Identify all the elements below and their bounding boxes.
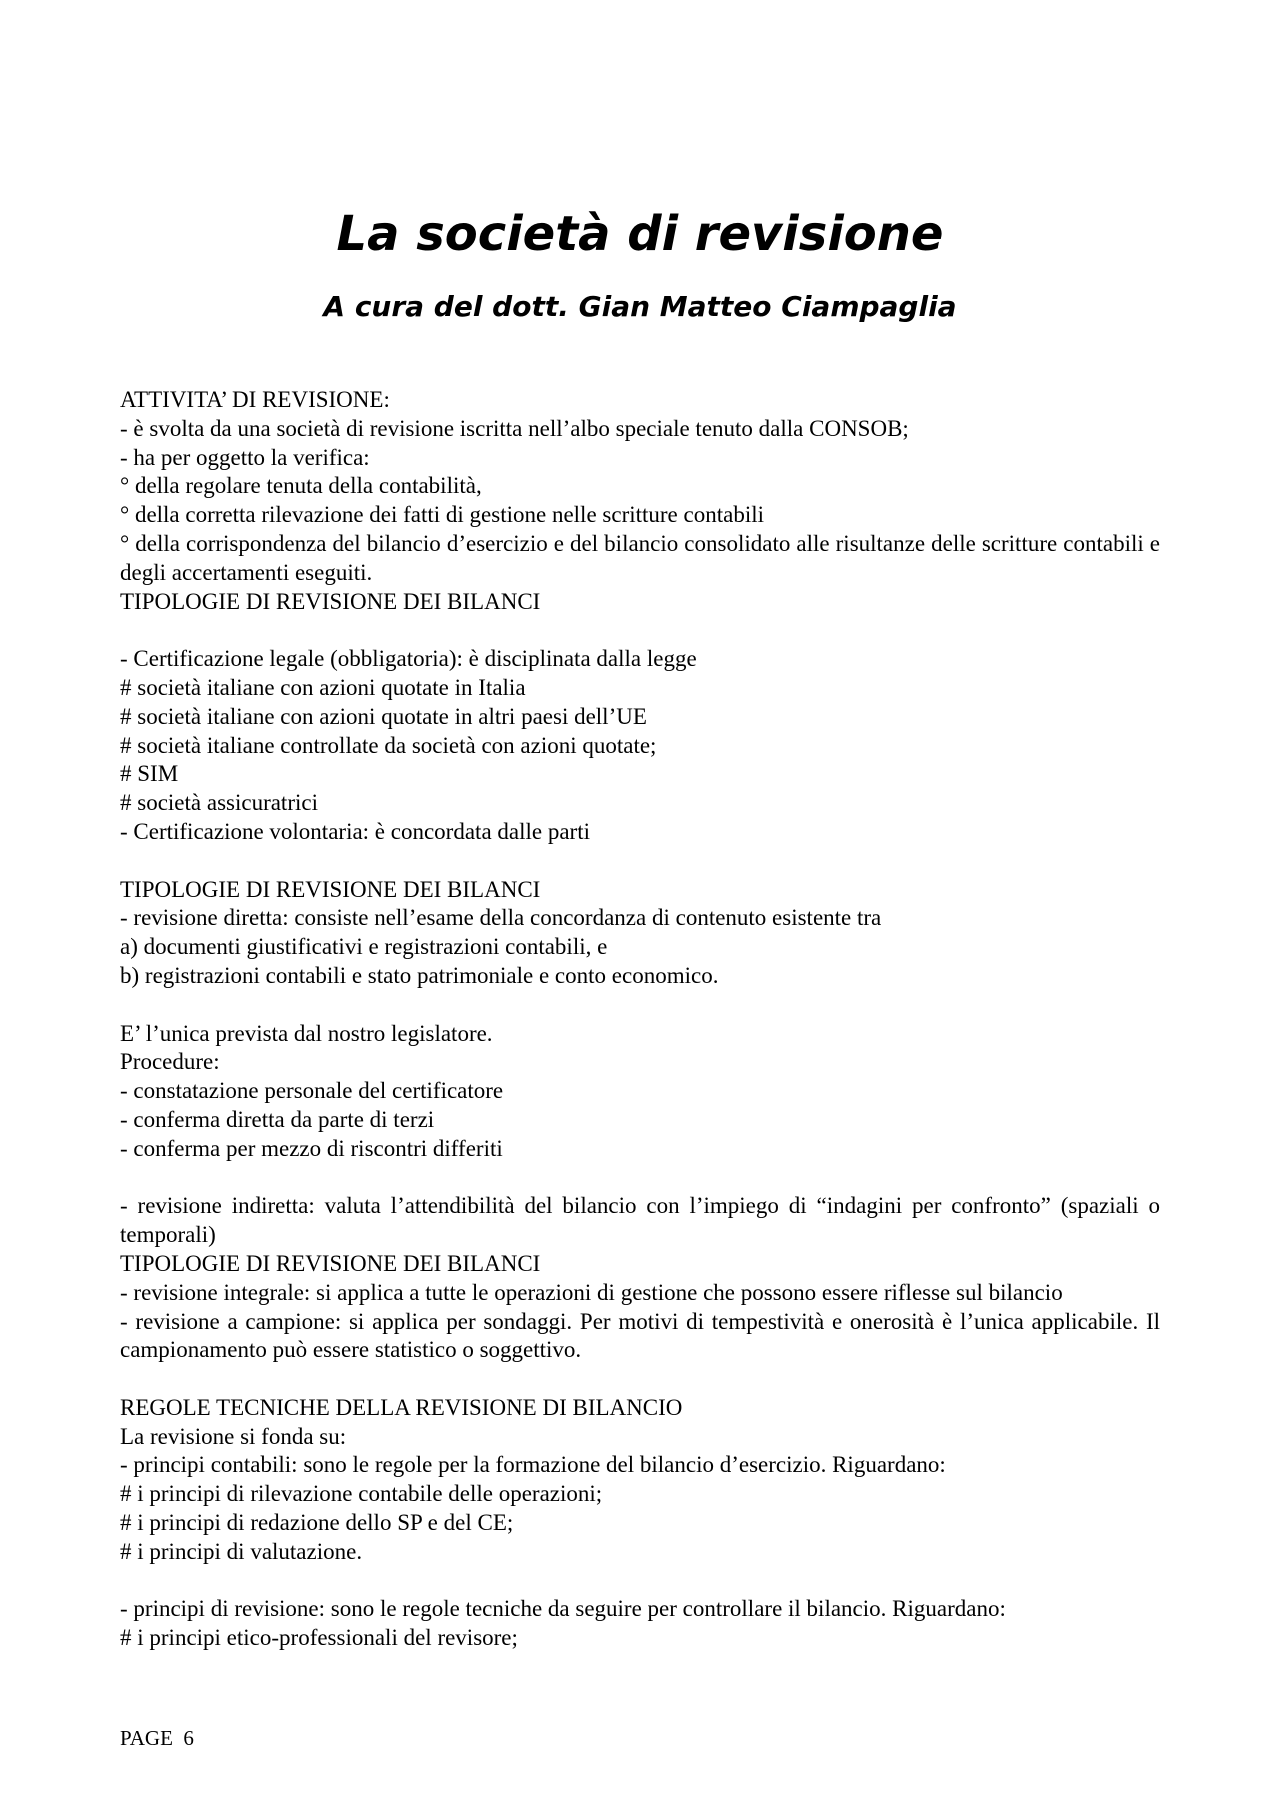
list-item: - conferma per mezzo di riscontri differiti	[120, 1135, 503, 1161]
list-item: # società assicuratrici	[120, 790, 318, 816]
document-subtitle: A cura del dott. Gian Matteo Ciampaglia	[323, 290, 957, 323]
blank-line	[120, 1365, 1160, 1394]
section-heading-regole: REGOLE TECNICHE DELLA REVISIONE DI BILANCIO	[120, 1394, 683, 1420]
section-heading-tipologie: TIPOLOGIE DI REVISIONE DEI BILANCI	[120, 1250, 541, 1276]
blank-line	[120, 1567, 1160, 1596]
blank-line	[120, 1164, 1160, 1193]
list-item: - constatazione personale del certificatore	[120, 1078, 504, 1104]
document-title: La società di revisione	[336, 206, 944, 262]
text-paragraph: - revisione integrale: si applica a tutte le operazioni di gestione che possono essere riflesse sul bilancio	[120, 1279, 1063, 1305]
blank-line	[120, 847, 1160, 876]
document-body	[120, 386, 1160, 1653]
list-item: # società italiane con azioni quotate in Italia	[120, 674, 526, 700]
page-number: PAGE 6	[120, 1726, 194, 1750]
list-item: # SIM	[120, 761, 179, 787]
section-heading-attivita: ATTIVITA’ DI REVISIONE:	[120, 387, 390, 412]
list-item: # società italiane controllate da società con azioni quotate;	[120, 732, 657, 758]
list-item: a) documenti giustificativi e registrazioni contabili, e	[120, 934, 608, 960]
blank-line	[120, 616, 1160, 645]
text-paragraph: - revisione indiretta: valuta l’attendibilità del bilancio con l’impiego di “indagini per confronto” (spaziali o temporali)	[120, 1193, 1160, 1248]
list-item: # società italiane con azioni quotate in altri paesi dell’UE	[120, 703, 647, 729]
section-heading-tipologie: TIPOLOGIE DI REVISIONE DEI BILANCI	[120, 876, 541, 902]
text-line: La revisione si fonda su:	[120, 1423, 347, 1449]
list-item: # i principi di rilevazione contabile delle operazioni;	[120, 1481, 603, 1507]
section-heading-tipologie: TIPOLOGIE DI REVISIONE DEI BILANCI	[120, 588, 541, 614]
list-item: # i principi di redazione dello SP e del CE;	[120, 1510, 514, 1536]
text-line: - revisione diretta: consiste nell’esame della concordanza di contenuto esistente tra	[120, 905, 882, 931]
list-item: b) registrazioni contabili e stato patrimoniale e conto economico.	[120, 962, 719, 988]
text-line: - principi contabili: sono le regole per la formazione del bilancio d’esercizio. Riguardano:	[120, 1452, 946, 1478]
text-line: - principi di revisione: sono le regole tecniche da seguire per controllare il bilancio. Riguardano:	[120, 1596, 1006, 1622]
bullet-item: ° della corrispondenza del bilancio d’esercizio e del bilancio consolidato alle risultanze delle scritture contabili e degli accertamenti eseguiti.	[120, 530, 1160, 585]
text-line: - ha per oggetto la verifica:	[120, 444, 370, 470]
text-line: E’ l’unica prevista dal nostro legislatore.	[120, 1020, 493, 1046]
list-item: # i principi di valutazione.	[120, 1538, 363, 1564]
bullet-item: ° della corretta rilevazione dei fatti di gestione nelle scritture contabili	[120, 502, 764, 528]
blank-line	[120, 991, 1160, 1020]
list-item: # i principi etico-professionali del revisore;	[120, 1625, 518, 1651]
list-item: - conferma diretta da parte di terzi	[120, 1106, 435, 1132]
text-paragraph: - revisione a campione: si applica per sondaggi. Per motivi di tempestività e onerosità è l’unica applicabile. Il campionamento può essere statistico o soggettivo.	[120, 1308, 1160, 1363]
text-line: - Certificazione volontaria: è concordata dalle parti	[120, 818, 590, 844]
bullet-item: ° della regolare tenuta della contabilità,	[120, 473, 482, 499]
text-line: - Certificazione legale (obbligatoria): è disciplinata dalla legge	[120, 646, 697, 672]
text-line: - è svolta da una società di revisione iscritta nell’albo speciale tenuto dalla CONSOB;	[120, 415, 909, 441]
text-line: Procedure:	[120, 1049, 220, 1075]
